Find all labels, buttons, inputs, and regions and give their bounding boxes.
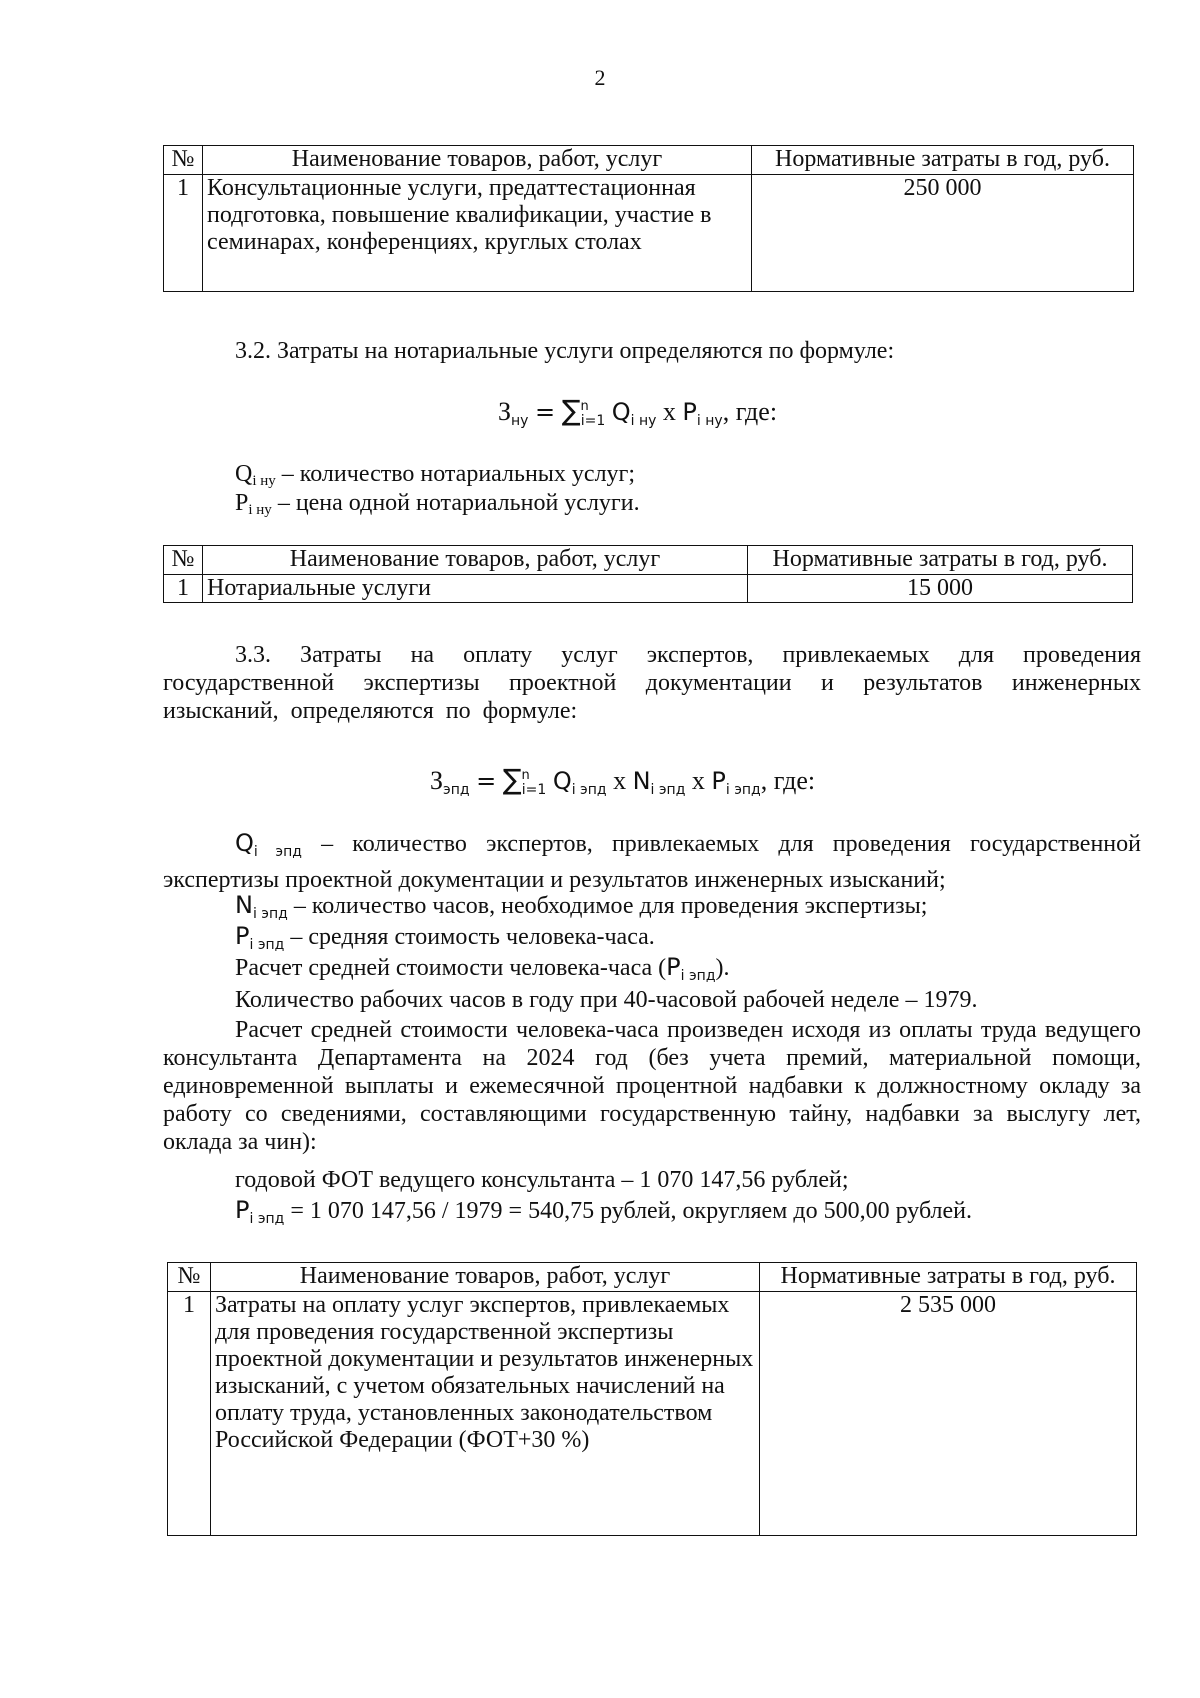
header-name: Наименование товаров, работ, услуг — [211, 1263, 760, 1292]
annual-fot-line: годовой ФОТ ведущего консультанта – 1 070 147,56 рублей; — [235, 1167, 849, 1193]
header-cost: Нормативные затраты в год, руб. — [760, 1263, 1137, 1292]
formula-tail: , где: — [722, 397, 778, 426]
def-symbol: Q — [235, 461, 253, 487]
def-symbol-sub: i ну — [252, 473, 276, 489]
formula-times: x — [662, 397, 676, 426]
formula-p-sub: i эпд — [725, 782, 761, 798]
formula-p: P — [682, 398, 697, 426]
calc-symbol-sub: i эпд — [680, 968, 716, 984]
formula-lhs-sub: ну — [511, 413, 529, 429]
row-cost: 250 000 — [752, 175, 1134, 292]
def-text: – количество часов, необходимое для проведения экспертизы; — [293, 893, 928, 919]
formula-lhs: З — [498, 397, 512, 426]
def-symbol-sub: i эпд — [253, 844, 302, 860]
formula-q-sub: i ну — [630, 413, 657, 429]
row-cost: 2 535 000 — [760, 1292, 1137, 1536]
formula-q: Q — [611, 398, 631, 426]
table-expert-services — [167, 1262, 1137, 1536]
section-3-3-heading: 3.3. Затраты на оплату услуг экспертов, привлекаемых для проведения государственной экспертизы проектной документации и результатов инженерных изысканий, определяются по формуле: — [163, 642, 1141, 724]
hours-line: Количество рабочих часов в году при 40-часовой рабочей неделе – 1979. — [235, 987, 978, 1013]
basis-paragraph: Расчет средней стоимости человека-часа произведен исходя из оплаты труда ведущего консультанта Департамента на 2024 год (без учета премий, материальной помощи, единовременной выплаты и ежемесячной процентной надбавки к должностному окладу за работу со сведениями, составляющими государственную тайну, надбавки за выслугу лет, оклада за чин): — [163, 1017, 1141, 1155]
section-3-2-heading: 3.2. Затраты на нотариальные услуги определяются по формуле: — [235, 338, 895, 364]
page-number: 2 — [594, 65, 606, 90]
formula-p: P — [711, 767, 726, 795]
result-symbol-sub: i эпд — [249, 1211, 285, 1227]
def-symbol-sub: i ну — [248, 502, 272, 518]
sigma-icon: ∑ — [502, 763, 522, 796]
table-row — [164, 575, 1133, 603]
row-num: 1 — [164, 575, 203, 603]
table-row — [168, 1292, 1137, 1536]
formula-equals: = — [476, 767, 497, 795]
row-name: Консультационные услуги, предаттестационная подготовка, повышение квалификации, участие в семинарах, конференциях, круглых столах — [203, 175, 752, 292]
def-symbol: Q — [235, 829, 254, 857]
row-num: 1 — [164, 175, 203, 292]
table-header-row — [164, 546, 1133, 575]
header-num: № — [164, 146, 203, 175]
def-symbol: P — [235, 922, 250, 950]
definition-q-experts — [163, 829, 1141, 894]
row-num: 1 — [168, 1292, 211, 1536]
formula-equals: = — [534, 398, 556, 426]
formula-times: x — [613, 766, 627, 795]
table-header-row — [168, 1263, 1137, 1292]
formula-lhs: З — [430, 766, 444, 795]
table-header-row — [164, 146, 1134, 175]
def-symbol-sub: i эпд — [252, 906, 288, 922]
result-symbol: P — [235, 1196, 250, 1224]
table-row — [164, 175, 1134, 292]
def-symbol-sub: i эпд — [249, 937, 285, 953]
sigma-lower-limit: i=1 — [521, 782, 547, 798]
formula-n-sub: i эпд — [650, 782, 686, 798]
header-name: Наименование товаров, работ, услуг — [203, 546, 748, 575]
formula-q-sub: i эпд — [571, 782, 607, 798]
formula-q: Q — [552, 767, 572, 795]
def-symbol: P — [235, 490, 249, 516]
header-num: № — [164, 546, 203, 575]
def-text: – цена одной нотариальной услуги. — [277, 490, 640, 516]
sigma-lower-limit: i=1 — [580, 413, 606, 429]
header-name: Наименование товаров, работ, услуг — [203, 146, 752, 175]
def-text: – количество экспертов, привлекаемых для проведения государственной экспертизы проектной документации и результатов инженерных изысканий; — [163, 831, 1141, 893]
definition-p-notary — [235, 489, 640, 524]
row-name: Нотариальные услуги — [203, 575, 748, 603]
result-line — [235, 1196, 972, 1233]
sigma-upper-limit: n — [521, 768, 530, 783]
def-text: – количество нотариальных услуг; — [281, 461, 636, 487]
header-num: № — [168, 1263, 211, 1292]
formula-tail: , где: — [760, 766, 816, 795]
formula-times: x — [691, 766, 705, 795]
header-cost: Нормативные затраты в год, руб. — [748, 546, 1133, 575]
table-notary-services — [163, 545, 1133, 603]
table-consulting-services — [163, 145, 1134, 292]
calc-prefix: Расчет средней стоимости человека-часа ( — [235, 955, 667, 981]
calc-line — [235, 953, 730, 990]
def-symbol: N — [235, 891, 253, 919]
sigma-upper-limit: n — [580, 399, 589, 414]
formula-n: N — [632, 767, 651, 795]
formula-notary — [498, 393, 777, 435]
sigma-icon: ∑ — [561, 394, 581, 427]
def-text: – средняя стоимость человека-часа. — [290, 924, 655, 950]
formula-p-sub: i ну — [696, 413, 723, 429]
formula-experts — [430, 762, 815, 804]
row-cost: 15 000 — [748, 575, 1133, 603]
header-cost: Нормативные затраты в год, руб. — [752, 146, 1134, 175]
calc-suffix: ). — [715, 955, 730, 981]
row-name: Затраты на оплату услуг экспертов, привлекаемых для проведения государственной экспертизы проектной документации и результатов инженерных изысканий, с учетом обязательных начислений на оплату труда, установленных законодательством Российской Федерации (ФОТ+30 %) — [211, 1292, 760, 1536]
formula-lhs-sub: эпд — [443, 782, 470, 798]
result-text: = 1 070 147,56 / 1979 = 540,75 рублей, округляем до 500,00 рублей. — [290, 1198, 973, 1224]
calc-symbol: P — [666, 953, 681, 981]
